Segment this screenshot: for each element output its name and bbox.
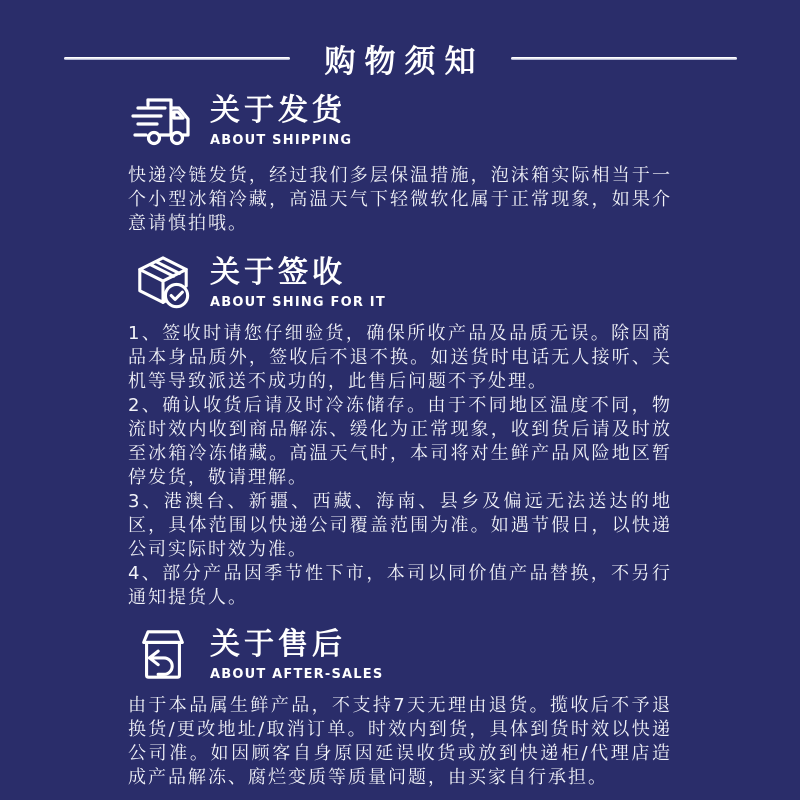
page-title-row	[0, 40, 800, 80]
section-subheading: ABOUT AFTER-SALES	[210, 667, 384, 682]
notice-item-4: 4、部分产品因季节性下市，本司以同价值产品替换，不另行通知提货人。	[128, 563, 672, 608]
section-aftersales-titles	[210, 628, 383, 682]
section-heading: 关于售后	[210, 627, 346, 662]
section-subheading: ABOUT SHIPPING	[210, 133, 353, 148]
shipping-paragraphs	[128, 164, 672, 236]
paragraph: 由于本品属生鲜产品，不支持7天无理由退货。揽收后不予退换货/更改地址/取消订单。时效内到货，具体到货时效以快递公司准。如因顾客自身原因延误收货或放到快递柜/代理店造成产品解冻、腐烂变质等质量问题，由买家自行承担。	[128, 695, 672, 788]
section-subheading: ABOUT SHING FOR IT	[210, 295, 386, 310]
notice-item-2: 2、确认收货后请及时冷冻储存。由于不同地区温度不同，物流时效内收到商品解冻、缓化为正常现象，收到货后请及时放至冰箱冷冻储藏。高温天气时，本司将对生鲜产品风险地区暂停发货，敬请理解。	[128, 395, 672, 488]
title-divider-left	[64, 57, 290, 60]
aftersales-paragraphs	[128, 694, 672, 790]
section-shipping-header	[130, 90, 672, 152]
notice-content	[128, 90, 672, 790]
section-heading: 关于签收	[210, 255, 346, 290]
box-return-icon	[130, 626, 196, 684]
section-shipping-titles	[210, 94, 352, 148]
notice-item-3: 3、港澳台、新疆、西藏、海南、县乡及偏远无法送达的地区，具体范围以快递公司覆盖范围为准。如遇节假日，以快递公司实际时效为准。	[128, 491, 672, 560]
page-title: 购物须知	[324, 43, 485, 80]
section-heading: 关于发货	[210, 93, 346, 128]
section-aftersales-header	[130, 624, 672, 686]
section-receipt-header	[130, 252, 672, 314]
truck-icon	[130, 92, 196, 150]
title-divider-right	[511, 57, 737, 60]
box-check-icon	[130, 254, 196, 312]
notice-item-1: 1、签收时请您仔细验货，确保所收产品及品质无误。除因商品本身品质外，签收后不退不换。如送货时电话无人接听、关机等导致派送不成功的，此售后问题不予处理。	[128, 323, 672, 392]
paragraph: 快递冷链发货，经过我们多层保温措施，泡沫箱实际相当于一个小型冰箱冷藏，高温天气下轻微软化属于正常现象，如果介意请慎拍哦。	[128, 165, 672, 234]
receipt-paragraphs	[128, 322, 672, 610]
section-receipt-titles	[210, 256, 386, 310]
